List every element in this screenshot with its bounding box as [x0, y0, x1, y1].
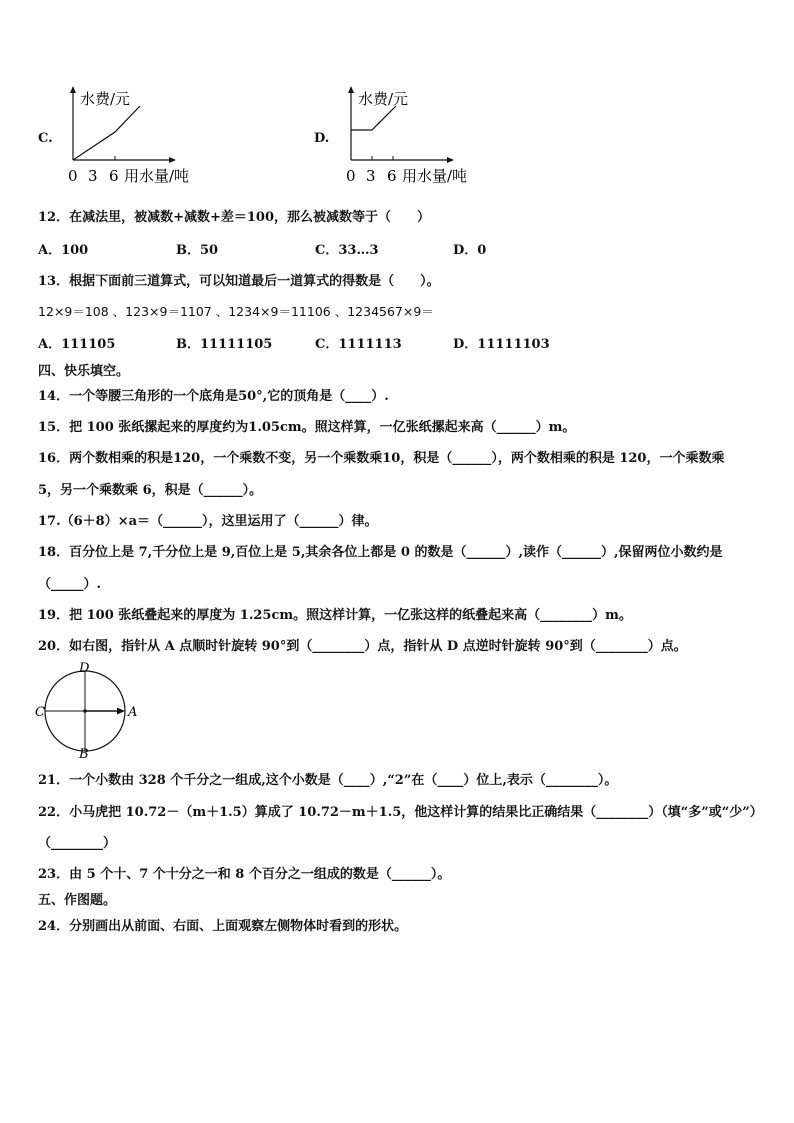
q13-formula: 12×9＝108 、123×9＝1107 、1234×9＝11106 、1234567×9＝	[38, 304, 434, 319]
section-4-heading: 四、快乐填空。	[38, 364, 130, 379]
question-14: 14．一个等腰三角形的一个底角是50°,它的顶角是（____）.	[38, 389, 389, 404]
graph-d	[338, 84, 528, 188]
graph-d-ylabel: 水费/元	[358, 90, 409, 108]
circle-label-c: C	[35, 705, 45, 720]
question-20: 20．如右图，指针从 A 点顺时针旋转 90°到（________）点，指针从 D 点逆时针旋转 90°到（________）点。	[38, 639, 687, 654]
graph-c-tick-6: 6	[109, 167, 119, 185]
question-17: 17.（6＋8）×a＝（______），这里运用了（______）律。	[38, 514, 378, 529]
q13-option-a: A．111105	[38, 337, 116, 352]
option-d-label: D.	[314, 131, 330, 146]
q12-option-c: C．33…3	[315, 243, 379, 258]
question-16-line-2: 5，另一个乘数乘 6，积是（______）。	[38, 483, 263, 498]
graph-d-tick-0: 0	[346, 167, 356, 185]
question-24: 24．分别画出从前面、右面、上面观察左侧物体时看到的形状。	[38, 919, 408, 934]
graph-d-tick-6: 6	[387, 167, 397, 185]
question-13: 13．根据下面前三道算式，可以知道最后一道算式的得数是（ ）。	[38, 274, 440, 289]
circle-label-d: D	[79, 661, 90, 676]
q13-option-b: B．11111105	[176, 337, 273, 352]
clock-circle-diagram	[32, 660, 142, 760]
section-5-heading: 五、作图题。	[38, 893, 117, 908]
q12-option-b: B．50	[176, 243, 219, 258]
question-21: 21．一个小数由 328 个千分之一组成,这个小数是（____）,“2”在（____）位上,表示（________）。	[38, 773, 618, 788]
question-16-line-1: 16．两个数相乘的积是120，一个乘数不变，另一个乘数乘10，积是（______），两个数相乘的积是 120，一个乘数乘	[38, 451, 725, 466]
graph-c-xlabel: 用水量/吨	[124, 167, 190, 185]
graph-c-tick-0: 0	[68, 167, 78, 185]
q13-option-c: C．1111113	[315, 337, 402, 352]
graph-c-tick-3: 3	[88, 167, 98, 185]
option-c-label: C.	[38, 131, 53, 146]
question-22-line-2: （________）	[38, 836, 117, 851]
question-15: 15．把 100 张纸摞起来的厚度约为1.05cm。照这样算，一亿张纸摞起来高（______）m。	[38, 420, 576, 435]
q12-option-d: D．0	[453, 243, 487, 258]
graph-c-ylabel: 水费/元	[80, 90, 131, 108]
graph-c	[60, 84, 250, 188]
graph-d-tick-3: 3	[366, 167, 376, 185]
question-23: 23．由 5 个十、7 个十分之一和 8 个百分之一组成的数是（______）。	[38, 867, 451, 882]
question-22-line-1: 22．小马虎把 10.72－（m＋1.5）算成了 10.72－m＋1.5，他这样计算的结果比正确结果（________）（填“多”或“少”）	[38, 805, 763, 820]
question-18-line-2: （_____）.	[38, 577, 102, 592]
q12-option-a: A．100	[38, 243, 89, 258]
circle-label-b: B	[79, 747, 89, 760]
question-19: 19．把 100 张纸叠起来的厚度为 1.25cm。照这样计算，一亿张这样的纸叠起来高（________）m。	[38, 608, 632, 623]
question-12: 12．在减法里，被减数+减数+差＝100，那么被减数等于（ ）	[38, 210, 431, 225]
circle-label-a: A	[128, 705, 138, 720]
graph-d-xlabel: 用水量/吨	[402, 167, 468, 185]
q13-option-d: D．11111103	[453, 337, 550, 352]
question-18-line-1: 18．百分位上是 7,千分位上是 9,百位上是 5,其余各位上都是 0 的数是（______）,读作（______）,保留两位小数约是	[38, 545, 723, 560]
